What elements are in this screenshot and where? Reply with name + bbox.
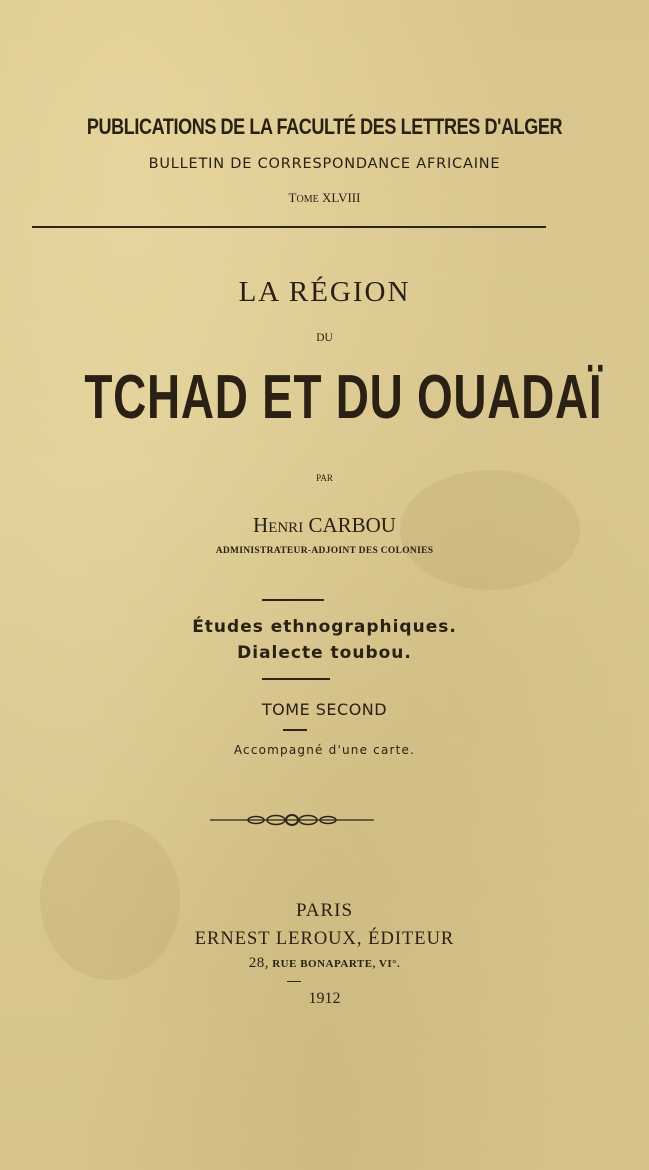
address-number: 28, — [248, 955, 269, 971]
author-role: ADMINISTRATEUR-ADJOINT DES COLONIES — [215, 546, 434, 556]
series-volume — [0, 190, 649, 206]
imprint-year: 1912 — [308, 990, 341, 1007]
ornament-divider — [210, 810, 374, 830]
imprint-publisher: ERNEST LEROUX, ÉDITEUR — [194, 929, 455, 949]
imprint-address — [0, 955, 649, 972]
tome-word-initial: T — [288, 190, 297, 205]
author-name — [0, 513, 649, 538]
by-label: PAR — [316, 473, 333, 483]
divider-rule — [262, 599, 324, 601]
title-line-2: TCHAD ET DU OUADAÏ — [84, 363, 603, 432]
map-note: Accompagné d'une carte. — [233, 743, 416, 757]
tome-label: TOME SECOND — [261, 700, 388, 719]
author-first-initial: H — [253, 513, 269, 537]
divider-rule — [283, 729, 307, 731]
bulletin-title: BULLETIN DE CORRESPONDANCE AFRICAINE — [148, 156, 501, 172]
header-rule — [32, 226, 546, 228]
imprint-city: PARIS — [295, 900, 354, 921]
divider-rule — [287, 981, 301, 982]
author-last-name: CARBOU — [308, 513, 396, 537]
title-line-1: LA RÉGION — [238, 276, 411, 308]
tome-word-rest: OME — [296, 194, 319, 205]
divider-rule — [262, 678, 330, 680]
title-du: DU — [316, 332, 333, 344]
tome-number: XLVIII — [321, 190, 361, 205]
address-street: RUE BONAPARTE, — [272, 958, 376, 970]
author-first-rest: ENRI — [268, 520, 304, 536]
subtitle-dialect: Dialecte toubou. — [237, 643, 412, 663]
subtitle-ethnography: Études ethnographiques. — [192, 617, 457, 637]
series-heading: PUBLICATIONS DE LA FACULTÉ DES LETTRES D'ALGER — [86, 114, 563, 139]
address-arrondissement: VI°. — [378, 958, 401, 970]
